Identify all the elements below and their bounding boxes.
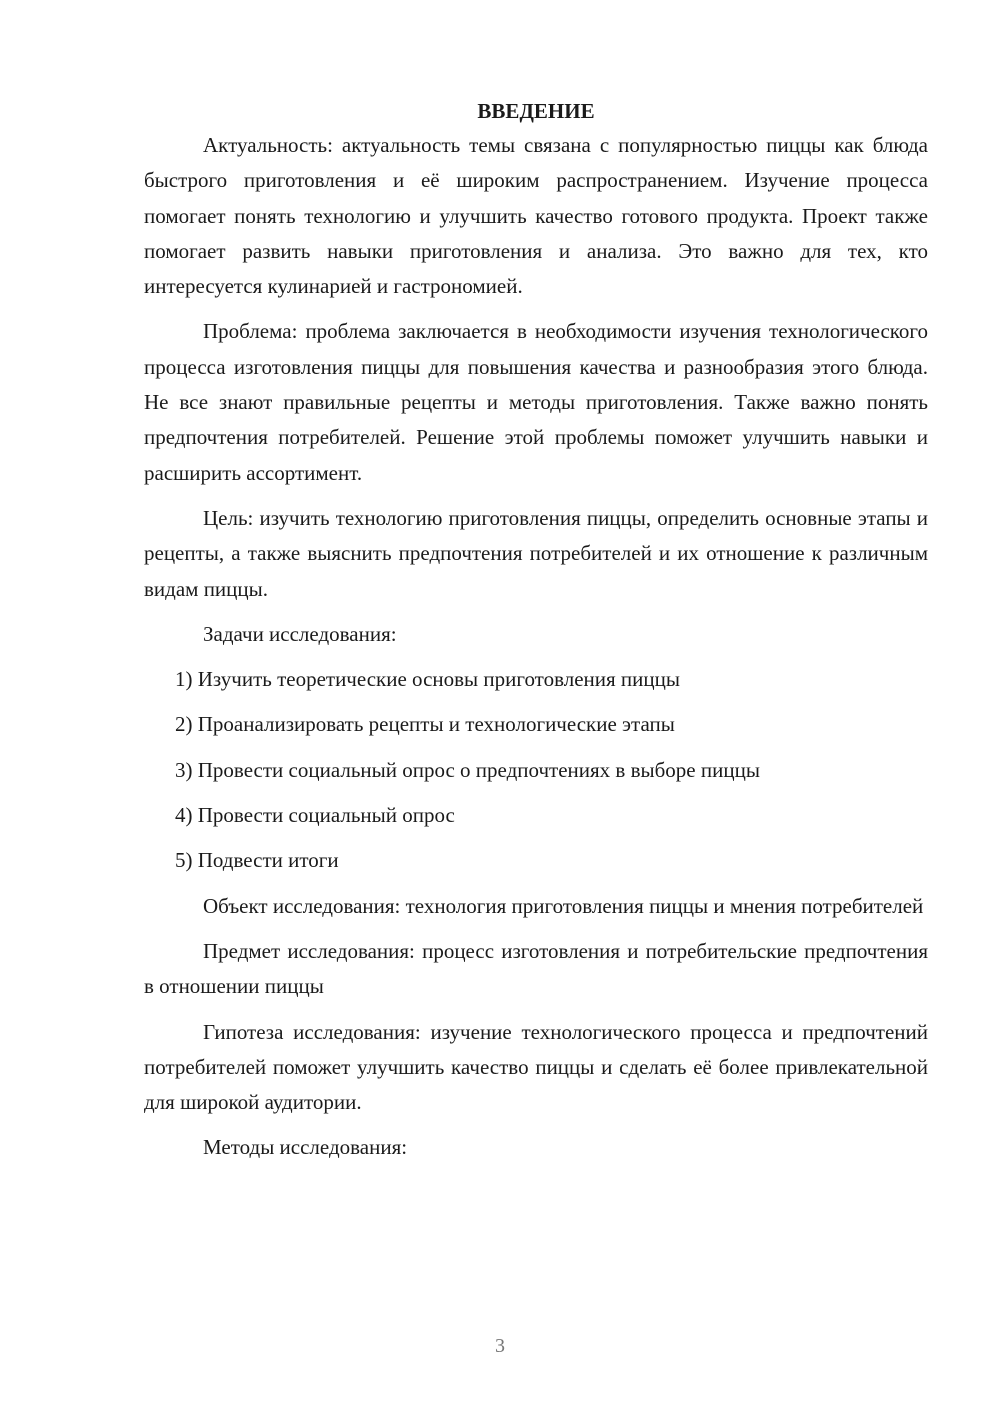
task-item: 1) Изучить теоретические основы приготовления пиццы [175, 667, 680, 692]
task-item: 3) Провести социальный опрос о предпочтениях в выборе пиццы [175, 757, 760, 782]
task-item: 5) Подвести итоги [175, 848, 339, 873]
paragraph-relevance: Актуальность: актуальность темы связана с популярностью пиццы как блюда быстрого приготовления и её широким распространением. Изучение процесса помогает понять технологию и улучшить качество готового продукта. Проект также помогает развить навыки приготовления и анализа. Это важно для тех, кто интересуется кулинарией и гастрономией. [144, 133, 928, 299]
tasks-heading: Задачи исследования: [203, 621, 397, 646]
paragraph-object: Объект исследования: технология приготовления пиццы и мнения потребителей [203, 893, 924, 918]
page-number: 3 [495, 1335, 505, 1357]
task-item: 4) Провести социальный опрос [175, 803, 455, 828]
paragraph-problem: Проблема: проблема заключается в необходимости изучения технологического процесса изготовления пиццы для повышения качества и разнообразия этого блюда. Не все знают правильные рецепты и методы приготовления. Также важно понять предпочтения потребителей. Решение этой проблемы поможет улучшить навыки и расширить ассортимент. [144, 319, 928, 485]
paragraph-hypothesis: Гипотеза исследования: изучение технологического процесса и предпочтений потребителей поможет улучшить качество пиццы и сделать её более привлекательной для широкой аудитории. [144, 1019, 928, 1115]
paragraph-subject: Предмет исследования: процесс изготовления и потребительские предпочтения в отношении пиццы [144, 938, 928, 999]
page-content [144, 96, 928, 1176]
methods-heading: Методы исследования: [203, 1135, 408, 1160]
task-item: 2) Проанализировать рецепты и технологические этапы [175, 712, 675, 737]
document-title: ВВЕДЕНИЕ [477, 99, 595, 123]
paragraph-goal: Цель: изучить технологию приготовления пиццы, определить основные этапы и рецепты, а также выяснить предпочтения потребителей и их отношение к различным видам пиццы. [144, 505, 928, 601]
